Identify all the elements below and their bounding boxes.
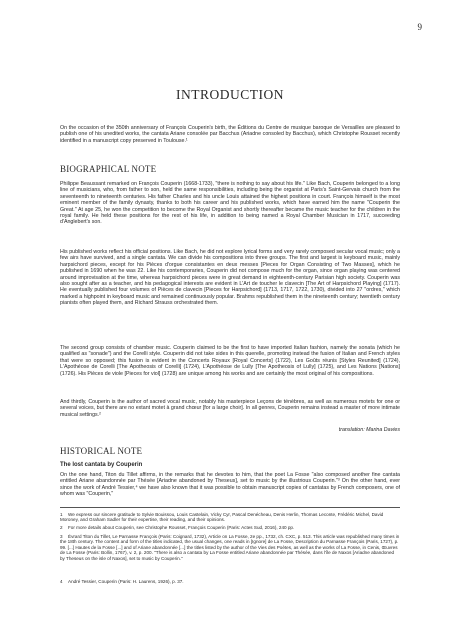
- bio-paragraph-1: Philippe Beaussant remarked on François Couperin (1668-1733), "there is nothing to say about his life." Like Bach, Couperin belonged to a long line of musicians, who, from father to son, held the same responsibilities, including being the organist at Paris's Saint-Gervais church from the seventeenth to nineteenth centuries. His father Charles and his uncle Louis attained the highest positions in court. François himself is the most eminent member of the family dynasty, thanks to both his career and his published works, which have earned him the name "Couperin the Great." At age 25, he won the competition to become the Royal Organist and shortly thereafter became the music teacher for the children in the royal family. He held these positions for the rest of his life, in addition to being named a Royal Chamber Musician in 1717, succeeding d'Anglebert's son.: [60, 181, 400, 226]
- bio-paragraph-2: His published works reflect his official positions. Like Bach, he did not explore lyrical forms and very rarely composed secular vocal music; only a few airs have survived, and a single cantata. We can divide his compositions into three groups. The first and largest is keyboard music, mainly harpsichord pieces, except for his Pièces d'orgue consistantes en deux messes [Pieces for Organ Consisting of Two Masses], which he published in 1690 when he was 22. Like his contemporaries, Couperin did not compose much for the organ, since organ playing was centered around improvisation at the time, whereas harpsichord pieces were in great demand in eighteenth-century Parisian high society. Couperin was also sought after as a teacher, and his pedagogical interests are evident in L'Art de toucher le clavecin [The Art of Harpsichord Playing] (1717). He eventually published four volumes of Pièces de clavecin [Pieces for Harpsichord] (1713, 1717, 1722, 1730), divided into 27 "ordres," which marked a highpoint in keyboard music and remained continuously popular. Brahms republished them in the nineteenth century; twentieth century pianists often played them, and Richard Strauss orchestrated them.: [60, 249, 400, 307]
- historical-note-heading: HISTORICAL NOTE: [60, 446, 143, 456]
- translator-credit: translation: Marina Davies: [338, 427, 400, 433]
- bio-paragraph-3: The second group consists of chamber music. Couperin claimed to be the first to have imported Italian fashion, namely the sonata (which he qualified as "sonade") and the Corelli style. Couperin did not take sides in this querelle, promoting instead the fusion of Italian and French styles that were so opposed; this fusion is evident in the Concerts Royaux [Royal Concerts] (1722), Les Goûts réunis [Styles Reunited] (1724), L'Apothéose de Corelli [The Apotheosis of Corelli] (1724), L'Apothéose de Lully [The Apotheosis of Lully] (1725), and Les Nations [Nations] (1726). His Pièces de viole [Pieces for viol] (1728) are unique among his works and are certainly the most original of his compositions.: [60, 345, 400, 377]
- historical-subheading: The lost cantata by Couperin: [60, 462, 143, 468]
- page-number: 9: [417, 22, 422, 32]
- footnote-1: 1 We express our sincere gratitude to Sylvie Bouissou, Louis Castelain, Vicky Cyr, Pascal Denécheau, Denis Herlin, Thomas Leconte, Frédéric Michel, David Moroney, and Graham Sadler for their expertise, their reading, and their opinions.: [60, 512, 384, 523]
- footnote-4: 4 André Tessier, Couperin (Paris: H. Laurens, 1926), p. 37.: [60, 579, 184, 584]
- historical-paragraph-1: On the one hand, Titon du Tillet affirms, in the remarks that he devotes to him, that the poet La Fosse "also composed another fine cantata entitled Ariane abandonnée par Thésée [Ariadne abandoned by Theseus], set to music by the illustrious Couperin."³ On the other hand, ever since the work of André Tessier,⁴ we have also known that it was possible to obtain manuscript copies of cantatas by French composers, one of whom was "Couperin,": [60, 472, 400, 498]
- footnote-divider: [60, 507, 400, 508]
- biographical-note-heading: BIOGRAPHICAL NOTE: [60, 164, 157, 174]
- intro-paragraph: On the occasion of the 350th anniversary of François Couperin's birth, the Éditions du Centre de musique baroque de Versailles are pleased to publish one of his unedited works, the cantata Ariane consolée par Bacchus (Ariadne consoled by Bacchus), which Christophe Rousset recently identified in a manuscript copy preserved in Toulouse.¹: [60, 125, 400, 144]
- bio-paragraph-4: And thirdly, Couperin is the author of sacred vocal music, notably his masterpiece Leçons de ténèbres, as well as numerous motets for one or several voices, but there are no extant motet à grand chœur [for a large choir]. In all genres, Couperin remains instead a master of more intimate musical settings.²: [60, 399, 400, 418]
- footnote-3: 3 Évrard Titon du Tillet, Le Parnasse François (Paris: Coignard, 1732), Article on La Fosse, 2e pp., 1732, ch. CXC, p. 513. This article was republished many times in the 18th century. The content and form of the titles indicated, the usual changes, one reads in [Ignore] de La Fosse, Description du Parnasse François (Paris, 1727), p. 99. [...] Hautes de la Fosse [...] and of Ariane abandonnée [...] the titles listed by the author of the Vies des Poètes, as well as the works of La Fosse, in Cenis, Œuvres de La Fosse (Paris: Bollin, 1767), v. 2, p. 200. "There is also a cantata by La Fosse entitled Ariane abandonnée par Thésée, dans l'île de Naxos [Ariadne abandoned by Theseus on the isle of Naxos], set to music by Couperin.": [60, 534, 400, 561]
- footnote-2: 2 For more details about Couperin, see Christophe Rousset, François Couperin (Paris: Actes Sud, 2016), 240 pp.: [60, 525, 295, 530]
- page-title: INTRODUCTION: [176, 87, 284, 102]
